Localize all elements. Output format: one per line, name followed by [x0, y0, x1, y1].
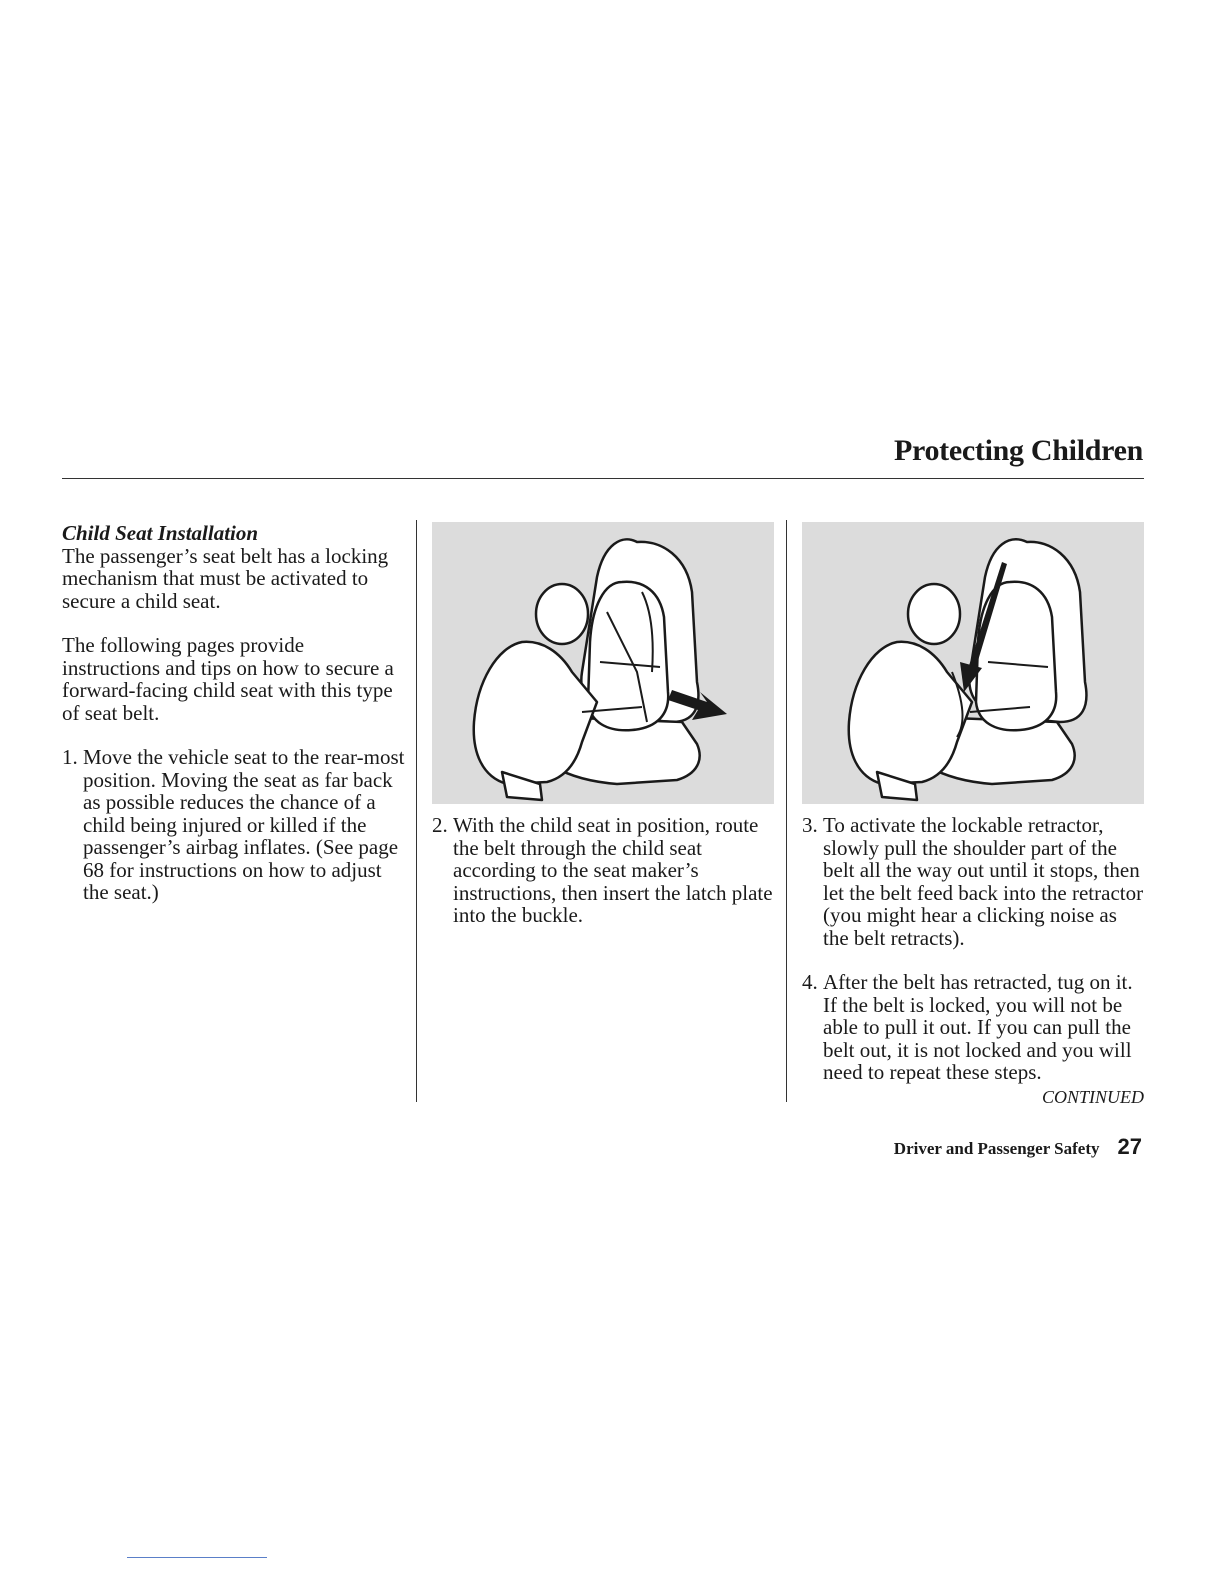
step-3: [802, 814, 1144, 949]
page-footer: [894, 1134, 1142, 1160]
step-3-text: To activate the lockable retractor, slowly pull the shoulder part of the belt all the way out until it stops, then let the belt feed back into the retractor (you might hear a clicking noise as the belt retracts).: [823, 813, 1144, 950]
column-divider-right: [786, 520, 787, 1102]
step-4-number: 4.: [802, 970, 818, 994]
column-left: [62, 522, 407, 926]
illustration-pull-belt: [802, 522, 1144, 804]
step-4: [802, 971, 1144, 1084]
step-2: [432, 814, 774, 927]
step-2-text: With the child seat in position, route the belt through the child seat according to the seat maker’s instructions, then insert the latch plate into the buckle.: [453, 813, 773, 927]
column-right: [802, 522, 1144, 1108]
step-4-text: After the belt has retracted, tug on it. If the belt is locked, you will not be able to pull it out. If you can pull the belt out, it is not locked and you will need to repeat these steps.: [823, 970, 1133, 1084]
step-1: [62, 746, 407, 904]
instructions-paragraph: The following pages provide instructions and tips on how to secure a forward-facing child seat with this type of seat belt.: [62, 633, 394, 725]
column-divider-left: [416, 520, 417, 1102]
step-2-number: 2.: [432, 813, 448, 837]
step-1-number: 1.: [62, 745, 78, 769]
step-1-text: Move the vehicle seat to the rear-most position. Moving the seat as far back as possible reduces the chance of a child being injured or killed if the passenger’s airbag inflates. (See page 68 for instructions on how to adjust the seat.): [83, 745, 405, 904]
title-divider: [62, 478, 1144, 479]
column-middle: [432, 522, 774, 949]
step-3-number: 3.: [802, 813, 818, 837]
footer-section-label: Driver and Passenger Safety: [893, 1139, 1100, 1158]
intro-paragraph: The passenger’s seat belt has a locking mechanism that must be activated to secure a child seat.: [62, 543, 389, 613]
subheading: Child Seat Installation: [62, 521, 259, 545]
illustration-route-belt: [432, 522, 774, 804]
continued-label: CONTINUED: [1041, 1086, 1144, 1107]
page-title: Protecting Children: [893, 434, 1143, 467]
bottom-decorative-line: [127, 1557, 267, 1558]
page-number: 27: [1117, 1134, 1142, 1159]
